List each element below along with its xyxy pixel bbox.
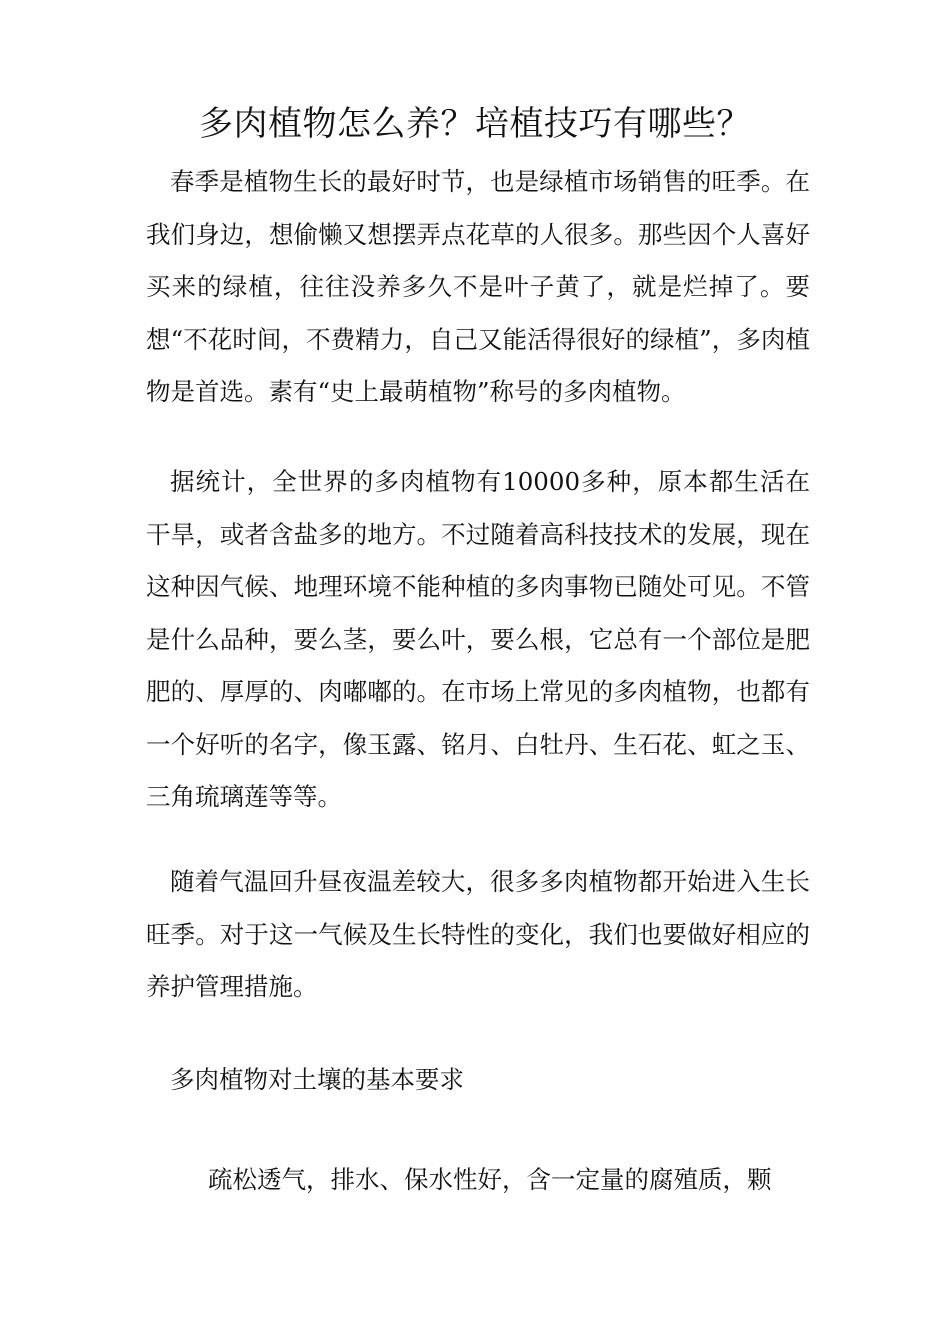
page-title: 多肉植物怎么养？培植技巧有哪些？ <box>199 104 751 144</box>
paragraph-intro: 春季是植物生长的最好时节，也是绿植市场销售的旺季。在我们身边，想偷懒又想摆弄点花草的人很多。那些因个人喜好买来的绿植，往往没养多久不是叶子黄了，就是烂掉了。要想“不花时间，不费精力，自己又能活得很好的绿植”，多肉植物是首选。素有“史上最萌植物”称号的多肉植物。 <box>146 167 810 406</box>
paragraph-statistics: 据统计，全世界的多肉植物有10000多种，原本都生活在干旱，或者含盐多的地方。不过随着高科技技术的发展，现在这种因气候、地理环境不能种植的多肉事物已随处可见。不管是什么品种，要么茎，要么叶，要么根，它总有一个部位是肥肥的、厚厚的、肉嘟嘟的。在市场上常见的多肉植物，也都有一个好听的名字，像玉露、铭月、白牡丹、生石花、虹之玉、三角琉璃莲等等。 <box>146 467 810 811</box>
section-heading: 多肉植物对土壤的基本要求 <box>170 1065 464 1094</box>
paragraph-season: 随着气温回升昼夜温差较大，很多多肉植物都开始进入生长旺季。对于这一气候及生长特性的变化，我们也要做好相应的养护管理措施。 <box>146 867 810 1001</box>
section-text: 疏松透气，排水、保水性好，含一定量的腐殖质，颗 <box>208 1165 772 1194</box>
